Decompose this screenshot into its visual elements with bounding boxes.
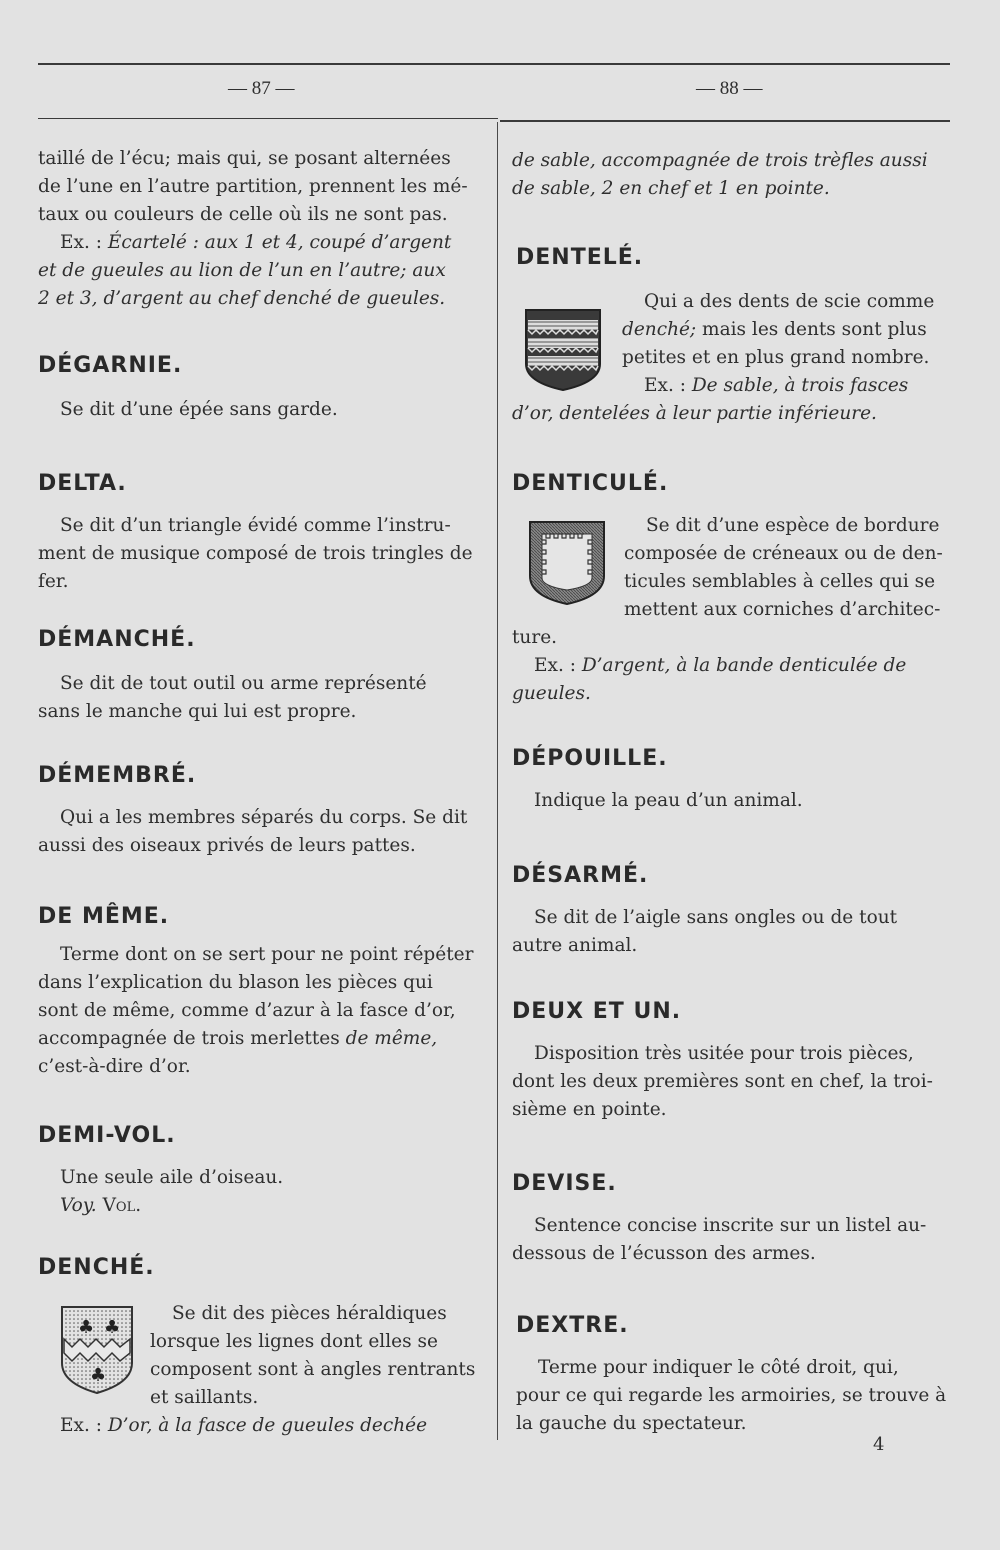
example-text: D’or, à la fasce de gueules dechée bbox=[107, 1415, 428, 1436]
see-also-ref: Vol. bbox=[96, 1195, 142, 1216]
entry-title: DEVISE. bbox=[512, 1171, 617, 1196]
example-label: Ex. : bbox=[644, 375, 692, 396]
text-span: mais les dents sont plus bbox=[696, 319, 927, 340]
entry-de-meme bbox=[38, 903, 484, 1081]
text-line: Se dit d’un triangle évidé comme l’instru- bbox=[60, 515, 451, 536]
denticule-text-cont bbox=[512, 624, 958, 708]
text-line: et saillants. bbox=[150, 1387, 259, 1408]
entry-demembre bbox=[38, 762, 484, 860]
text-line: Se dit de tout outil ou arme représenté bbox=[60, 673, 427, 694]
entry-title: DEUX ET UN. bbox=[512, 999, 682, 1024]
example-text: 2 et 3, d’argent au chef denché de gueules. bbox=[38, 288, 446, 309]
text-line: ture. bbox=[512, 627, 558, 648]
signature-mark: 4 bbox=[873, 1434, 885, 1455]
example-line bbox=[38, 257, 484, 285]
see-also-line bbox=[38, 1192, 484, 1220]
example-line bbox=[622, 372, 958, 400]
text-line: dessous de l’écusson des armes. bbox=[512, 1243, 816, 1264]
text-line: Une seule aile d’oiseau. bbox=[60, 1167, 284, 1188]
denche-text bbox=[150, 1300, 484, 1412]
entry-title: DELTA. bbox=[38, 471, 127, 496]
see-also-label: Voy. bbox=[60, 1195, 97, 1216]
text-line: ment de musique composé de trois tringles de bbox=[38, 543, 473, 564]
dentele-text bbox=[622, 288, 958, 400]
example-line bbox=[38, 285, 484, 313]
text-line: dont les deux premières sont en chef, la troi- bbox=[512, 1071, 933, 1092]
text-line: Se dit d’une espèce de bordure bbox=[646, 515, 940, 536]
entry-depouille bbox=[512, 745, 958, 815]
entry-title: DÉMEMBRÉ. bbox=[38, 763, 197, 788]
text-line: Qui a les membres séparés du corps. Se dit bbox=[60, 807, 468, 828]
example-text: gueules. bbox=[512, 683, 591, 704]
right-continuation bbox=[512, 147, 958, 203]
example-text: De sable, à trois fasces bbox=[691, 375, 909, 396]
example-label: Ex. : bbox=[534, 655, 582, 676]
entry-desarme bbox=[512, 862, 958, 960]
text-line: c’est-à-dire d’or. bbox=[38, 1056, 191, 1077]
text-line: Se dit de l’aigle sans ongles ou de tout bbox=[534, 907, 898, 928]
text-line: composent sont à angles rentrants bbox=[150, 1359, 476, 1380]
text-line: lorsque les lignes dont elles se bbox=[150, 1331, 438, 1352]
text-line: Qui a des dents de scie comme bbox=[644, 291, 935, 312]
italic-text: de même, bbox=[345, 1028, 438, 1049]
text-line: sont de même, comme d’azur à la fasce d’or, bbox=[38, 1000, 456, 1021]
entry-text: Se dit d’une épée sans garde. bbox=[60, 399, 338, 420]
entry-devise bbox=[512, 1170, 958, 1268]
entry-denche bbox=[38, 1254, 484, 1282]
text-line: fer. bbox=[38, 571, 69, 592]
dentele-shield-icon bbox=[524, 308, 602, 392]
text-line: la gauche du spectateur. bbox=[516, 1413, 747, 1434]
text-line: ticules semblables à celles qui se bbox=[624, 571, 936, 592]
entry-title: DENTELÉ. bbox=[516, 245, 644, 270]
entry-denticule bbox=[512, 470, 958, 498]
column-divider bbox=[497, 122, 498, 1440]
text-line: Terme dont on se sert pour ne point répéter bbox=[60, 944, 474, 965]
entry-dextre bbox=[516, 1312, 958, 1438]
text-line: composée de créneaux ou de den- bbox=[624, 543, 943, 564]
text-line: pour ce qui regarde les armoiries, se trouve à bbox=[516, 1385, 947, 1406]
italic-text: denché; bbox=[622, 319, 697, 340]
text-line: taux ou couleurs de celle où ils ne sont pas. bbox=[38, 204, 448, 225]
example-text: de sable, 2 en chef et 1 en pointe. bbox=[512, 178, 830, 199]
text-line: sième en pointe. bbox=[512, 1099, 667, 1120]
entry-title: DEMI-VOL. bbox=[38, 1123, 176, 1148]
text-line bbox=[622, 316, 958, 344]
header-rule-left bbox=[38, 118, 498, 119]
text-line: autre animal. bbox=[512, 935, 638, 956]
entry-demi-vol bbox=[38, 1122, 484, 1220]
denche-example bbox=[60, 1412, 490, 1440]
right-page-number: — 88 — bbox=[696, 78, 763, 99]
svg-text:♣: ♣ bbox=[90, 1365, 107, 1386]
entry-dentele bbox=[516, 244, 956, 272]
example-line bbox=[512, 652, 958, 680]
example-text: de sable, accompagnée de trois trèfles aussi bbox=[512, 150, 928, 171]
text-line: Se dit des pièces héraldiques bbox=[172, 1303, 447, 1324]
entry-title: DÉMANCHÉ. bbox=[38, 627, 196, 652]
denticule-shield-icon bbox=[528, 520, 606, 606]
left-page-number: — 87 — bbox=[228, 78, 295, 99]
entry-title: DENTICULÉ. bbox=[512, 471, 669, 496]
example-text: et de gueules au lion de l’un en l’autre; aux bbox=[38, 260, 446, 281]
text-line: dans l’explication du blason les pièces qui bbox=[38, 972, 433, 993]
example-label: Ex. : bbox=[60, 1415, 108, 1436]
text-line: Sentence concise inscrite sur un listel au- bbox=[534, 1215, 927, 1236]
text-line: Terme pour indiquer le côté droit, qui, bbox=[538, 1357, 899, 1378]
text-line bbox=[38, 1025, 484, 1053]
text-line: mettent aux corniches d’architec- bbox=[624, 599, 941, 620]
example-line bbox=[38, 229, 484, 257]
example-text: d’or, dentelées à leur partie inférieure. bbox=[512, 403, 877, 424]
entry-delta bbox=[38, 470, 484, 596]
text-line: Disposition très usitée pour trois pièces, bbox=[534, 1043, 914, 1064]
text-line: aussi des oiseaux privés de leurs pattes. bbox=[38, 835, 416, 856]
header-rule-right bbox=[500, 120, 950, 122]
entry-title: DÉSARMÉ. bbox=[512, 863, 649, 888]
text-line: taillé de l’écu; mais qui, se posant alternées bbox=[38, 148, 451, 169]
entry-title: DE MÊME. bbox=[38, 904, 170, 929]
entry-demanche bbox=[38, 626, 484, 726]
denche-shield-icon bbox=[60, 1305, 134, 1395]
denticule-text bbox=[624, 512, 958, 624]
entry-title: DÉGARNIE. bbox=[38, 353, 183, 378]
left-intro bbox=[38, 145, 484, 313]
text-line: sans le manche qui lui est propre. bbox=[38, 701, 357, 722]
entry-title: DÉPOUILLE. bbox=[512, 746, 668, 771]
entry-degarnie bbox=[38, 352, 484, 424]
example-text: Écartelé : aux 1 et 4, coupé d’argent bbox=[107, 232, 452, 253]
entry-title: DEXTRE. bbox=[516, 1313, 629, 1338]
example-label: Ex. : bbox=[60, 232, 108, 253]
example-text: D’argent, à la bande denticulée de bbox=[581, 655, 907, 676]
dentele-example-cont bbox=[512, 400, 958, 428]
text-line: petites et en plus grand nombre. bbox=[622, 347, 930, 368]
text-line: de l’une en l’autre partition, prennent les mé- bbox=[38, 176, 468, 197]
svg-text:♣: ♣ bbox=[78, 1317, 95, 1338]
entry-deux-et-un bbox=[512, 998, 958, 1124]
svg-text:♣: ♣ bbox=[104, 1317, 121, 1338]
top-rule bbox=[38, 63, 950, 65]
entry-text: Indique la peau d’un animal. bbox=[534, 790, 803, 811]
entry-title: DENCHÉ. bbox=[38, 1255, 155, 1280]
text-span: accompagnée de trois merlettes bbox=[38, 1028, 346, 1049]
